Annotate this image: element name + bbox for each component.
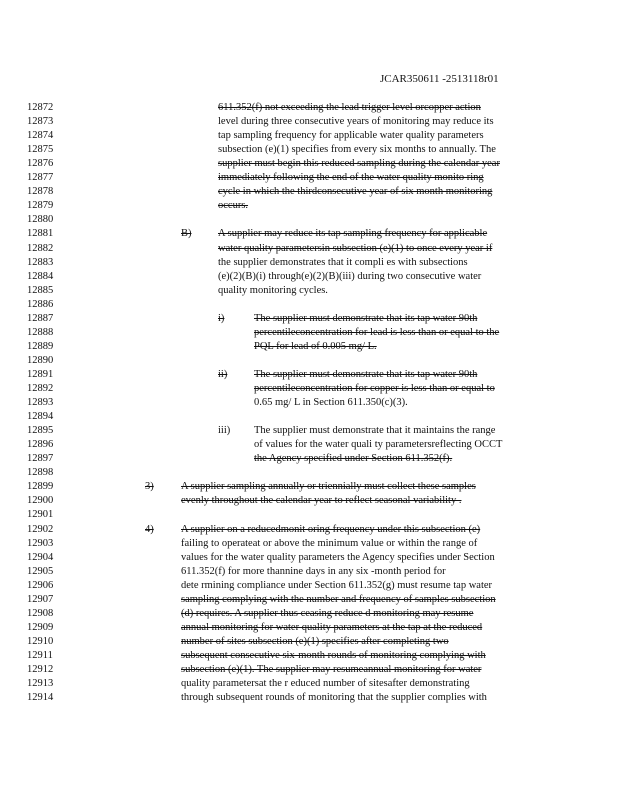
- struck-text: number of sites subsection (e)(1) specifies after completing two: [181, 635, 449, 647]
- struck-text: evenly throughout the calendar year to reflect seasonal variability .: [181, 495, 462, 507]
- line-number: 12877: [27, 172, 54, 184]
- struck-text: 3): [145, 481, 154, 493]
- struck-text: immediately following the end of the water quality monito ring: [218, 172, 484, 184]
- struck-text: water quality parametersin subsection (e)(1) to once every year if: [218, 242, 493, 254]
- line-number: 12874: [27, 130, 54, 142]
- line-number: 12879: [27, 200, 54, 212]
- line-number: 12914: [27, 692, 54, 704]
- struck-text: 611.352(f) not exceeding the lead trigger level orcopper action: [218, 102, 481, 113]
- line-number: 12899: [27, 481, 54, 493]
- line-number: 12878: [27, 186, 54, 198]
- line-number: 12892: [27, 383, 54, 394]
- struck-text: subsection (e)(1). The supplier may resumeannual monitoring for water: [181, 664, 482, 675]
- text-line: quality parametersat the r educed number of sitesafter demonstrating: [181, 678, 470, 690]
- text-line: failing to operateat or above the minimum value or within the range of: [181, 537, 478, 549]
- line-number: 12880: [27, 214, 54, 226]
- line-number: 12885: [27, 284, 54, 296]
- line-number: 12884: [27, 270, 54, 282]
- line-number: 12908: [27, 607, 54, 619]
- struck-text: sampling complying with the number and frequency of samples subsection: [181, 593, 496, 605]
- struck-text: ii): [218, 368, 228, 380]
- struck-text: A supplier on a reducedmonit oring frequency under this subsection (e): [181, 523, 481, 535]
- line-number: 12896: [27, 439, 54, 451]
- struck-text: percentileconcentration for copper is less than or equal to: [254, 383, 495, 394]
- struck-text: A supplier sampling annually or triennially must collect these samples: [181, 481, 476, 493]
- struck-text: supplier must begin this reduced sampling during the calendar year: [218, 158, 500, 170]
- text-line: subsection (e)(1) specifies from every six months to annually. The: [218, 144, 496, 156]
- line-number: 12887: [27, 312, 54, 324]
- line-number: 12889: [27, 340, 54, 352]
- line-number: 12902: [27, 523, 54, 535]
- struck-text: percentileconcentration for lead is less than or equal to the: [254, 326, 500, 338]
- struck-text: annual monitoring for water quality parameters at the tap at the reduced: [181, 621, 483, 633]
- line-number: 12906: [27, 579, 54, 591]
- text-line: 611.352(f) for more thannine days in any six -month period for: [181, 565, 446, 577]
- line-number: 12876: [27, 158, 54, 170]
- line-number: 12881: [27, 228, 54, 240]
- text-line: the supplier demonstrates that it compli es with subsections: [218, 256, 468, 268]
- line-number: 12897: [27, 453, 54, 465]
- line-number: 12895: [27, 425, 54, 437]
- struck-text: A supplier may reduce its tap sampling frequency for applicable: [218, 228, 488, 240]
- line-number: 12890: [27, 354, 54, 366]
- text-line: 0.65 mg/ L in Section 611.350(c)(3).: [254, 397, 408, 409]
- text-line: (e)(2)(B)(i) through(e)(2)(B)(iii) during two consecutive water: [218, 270, 482, 282]
- struck-text: PQL for lead of 0.005 mg/ L.: [254, 340, 377, 352]
- line-number: 12893: [27, 397, 54, 409]
- struck-text: occurs.: [218, 200, 249, 212]
- struck-text: The supplier must demonstrate that its tap water 90th: [254, 312, 478, 324]
- text-line: values for the water quality parameters the Agency specifies under Section: [181, 551, 495, 563]
- line-number: 12883: [27, 256, 54, 268]
- text-line: through subsequent rounds of monitoring that the supplier complies with: [181, 692, 487, 704]
- text-line: The supplier must demonstrate that it maintains the range: [254, 425, 496, 437]
- line-number: 12888: [27, 326, 54, 338]
- line-number: 12891: [27, 368, 54, 380]
- line-number: 12913: [27, 678, 54, 690]
- struck-text: B): [181, 228, 192, 240]
- line-number: 12875: [27, 144, 54, 156]
- text-line: of values for the water quali ty parametersreflecting OCCT: [254, 439, 503, 451]
- text-line: iii): [218, 425, 231, 437]
- line-number: 12886: [27, 298, 54, 310]
- line-number: 12900: [27, 495, 54, 507]
- line-number: 12910: [27, 635, 54, 647]
- struck-text: The supplier must demonstrate that its tap water 90th: [254, 368, 478, 380]
- line-number: 12905: [27, 565, 54, 577]
- struck-text: subsequent consecutive six-month rounds of monitoring complying with: [181, 649, 486, 661]
- line-number: 12898: [27, 467, 54, 479]
- document-header: JCAR350611 -2513118r01: [380, 73, 499, 85]
- text-line: tap sampling frequency for applicable water quality parameters: [218, 130, 484, 142]
- text-line: quality monitoring cycles.: [218, 284, 328, 296]
- line-number: 12901: [27, 509, 54, 521]
- struck-text: cycle in which the thirdconsecutive year of six month monitoring: [218, 186, 493, 198]
- struck-text: the Agency specified under Section 611.352(f).: [254, 453, 453, 465]
- text-line: level during three consecutive years of monitoring may reduce its: [218, 116, 494, 128]
- struck-text: 4): [145, 523, 154, 535]
- line-number: 12903: [27, 537, 54, 549]
- line-number: 12911: [27, 649, 53, 661]
- line-number: 12912: [27, 664, 54, 675]
- line-number: 12907: [27, 593, 54, 605]
- line-number: 12882: [27, 242, 54, 254]
- line-number: 12873: [27, 116, 54, 128]
- line-number: 12872: [27, 102, 54, 113]
- text-line: dete rmining compliance under Section 611.352(g) must resume tap water: [181, 579, 493, 591]
- struck-text: i): [218, 312, 225, 324]
- line-number: 12909: [27, 621, 54, 633]
- line-number: 12894: [27, 411, 54, 423]
- struck-text: (d) requires. A supplier thus ceasing reduce d monitoring may resume: [181, 607, 474, 619]
- line-number: 12904: [27, 551, 54, 563]
